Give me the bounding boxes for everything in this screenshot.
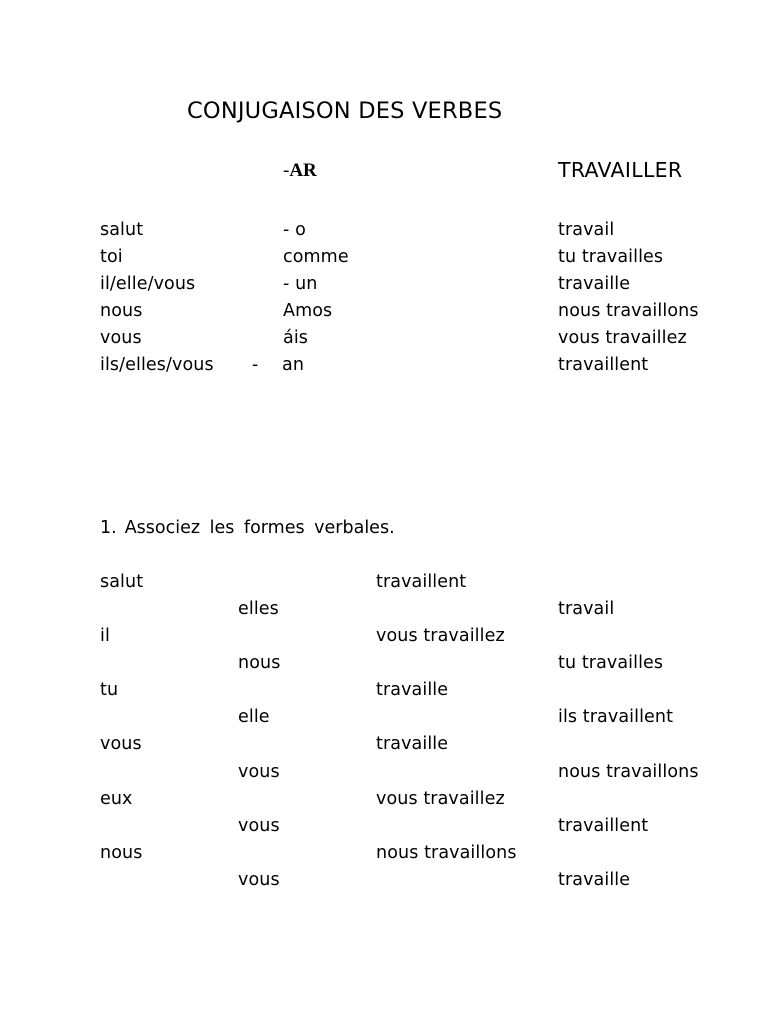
exercise-col1-item-2: il xyxy=(100,626,110,646)
pronoun-1: salut xyxy=(100,220,144,240)
exercise-instruction xyxy=(100,517,395,539)
exercise-col3-item-5: vous travaillez xyxy=(376,789,505,809)
exercise-col3-item-6: nous travaillons xyxy=(376,843,517,863)
ending-5: áis xyxy=(283,328,309,348)
exercise-number: 1. xyxy=(100,518,117,538)
exercise-col2-item-2: nous xyxy=(238,653,281,673)
exercise-col3-item-4: travaille xyxy=(376,734,449,754)
exercise-col1-item-4: vous xyxy=(100,734,142,754)
pronoun-6-dash: - xyxy=(252,355,259,375)
ending-2: comme xyxy=(283,247,349,267)
ar-header-dash: - xyxy=(283,160,290,181)
exercise-col2-item-4: vous xyxy=(238,762,280,782)
ar-column-header xyxy=(283,159,317,183)
pronoun-3: il/elle/vous xyxy=(100,274,196,294)
exercise-col1-item-6: nous xyxy=(100,843,143,863)
pronoun-6: ils/elles/vous xyxy=(100,355,214,375)
travailler-form-1: travail xyxy=(558,220,615,240)
exercise-col3-item-2: vous travaillez xyxy=(376,626,505,646)
travailler-form-5: vous travaillez xyxy=(558,328,687,348)
travailler-form-6: travaillent xyxy=(558,355,649,375)
exercise-col4-item-6: travaille xyxy=(558,870,631,890)
exercise-col1-item-3: tu xyxy=(100,680,119,700)
exercise-col4-item-3: ils travaillent xyxy=(558,707,674,727)
exercise-col4-item-1: travail xyxy=(558,599,615,619)
exercise-col3-item-3: travaille xyxy=(376,680,449,700)
exercise-col2-item-5: vous xyxy=(238,816,280,836)
exercise-col4-item-4: nous travaillons xyxy=(558,762,699,782)
travailler-column-header: TRAVAILLER xyxy=(558,158,683,182)
pronoun-4: nous xyxy=(100,301,143,321)
exercise-col1-item-1: salut xyxy=(100,572,144,592)
exercise-instruction-text: Associez les formes verbales. xyxy=(124,518,395,538)
travailler-form-3: travaille xyxy=(558,274,631,294)
exercise-col2-item-1: elles xyxy=(238,599,279,619)
ar-header-text: AR xyxy=(289,160,317,181)
travailler-form-2: tu travailles xyxy=(558,247,664,267)
exercise-col4-item-2: tu travailles xyxy=(558,653,664,673)
ending-6: an xyxy=(282,355,305,375)
exercise-col3-item-1: travaillent xyxy=(376,572,467,592)
travailler-form-4: nous travaillons xyxy=(558,301,699,321)
exercise-col2-item-6: vous xyxy=(238,870,280,890)
exercise-col2-item-3: elle xyxy=(238,707,270,727)
page-title: CONJUGAISON DES VERBES xyxy=(187,98,503,124)
ending-4: Amos xyxy=(283,301,333,321)
exercise-col1-item-5: eux xyxy=(100,789,133,809)
ending-3: - un xyxy=(283,274,318,294)
ending-1: - o xyxy=(283,220,306,240)
pronoun-2: toi xyxy=(100,247,123,267)
exercise-col4-item-5: travaillent xyxy=(558,816,649,836)
pronoun-5: vous xyxy=(100,328,142,348)
